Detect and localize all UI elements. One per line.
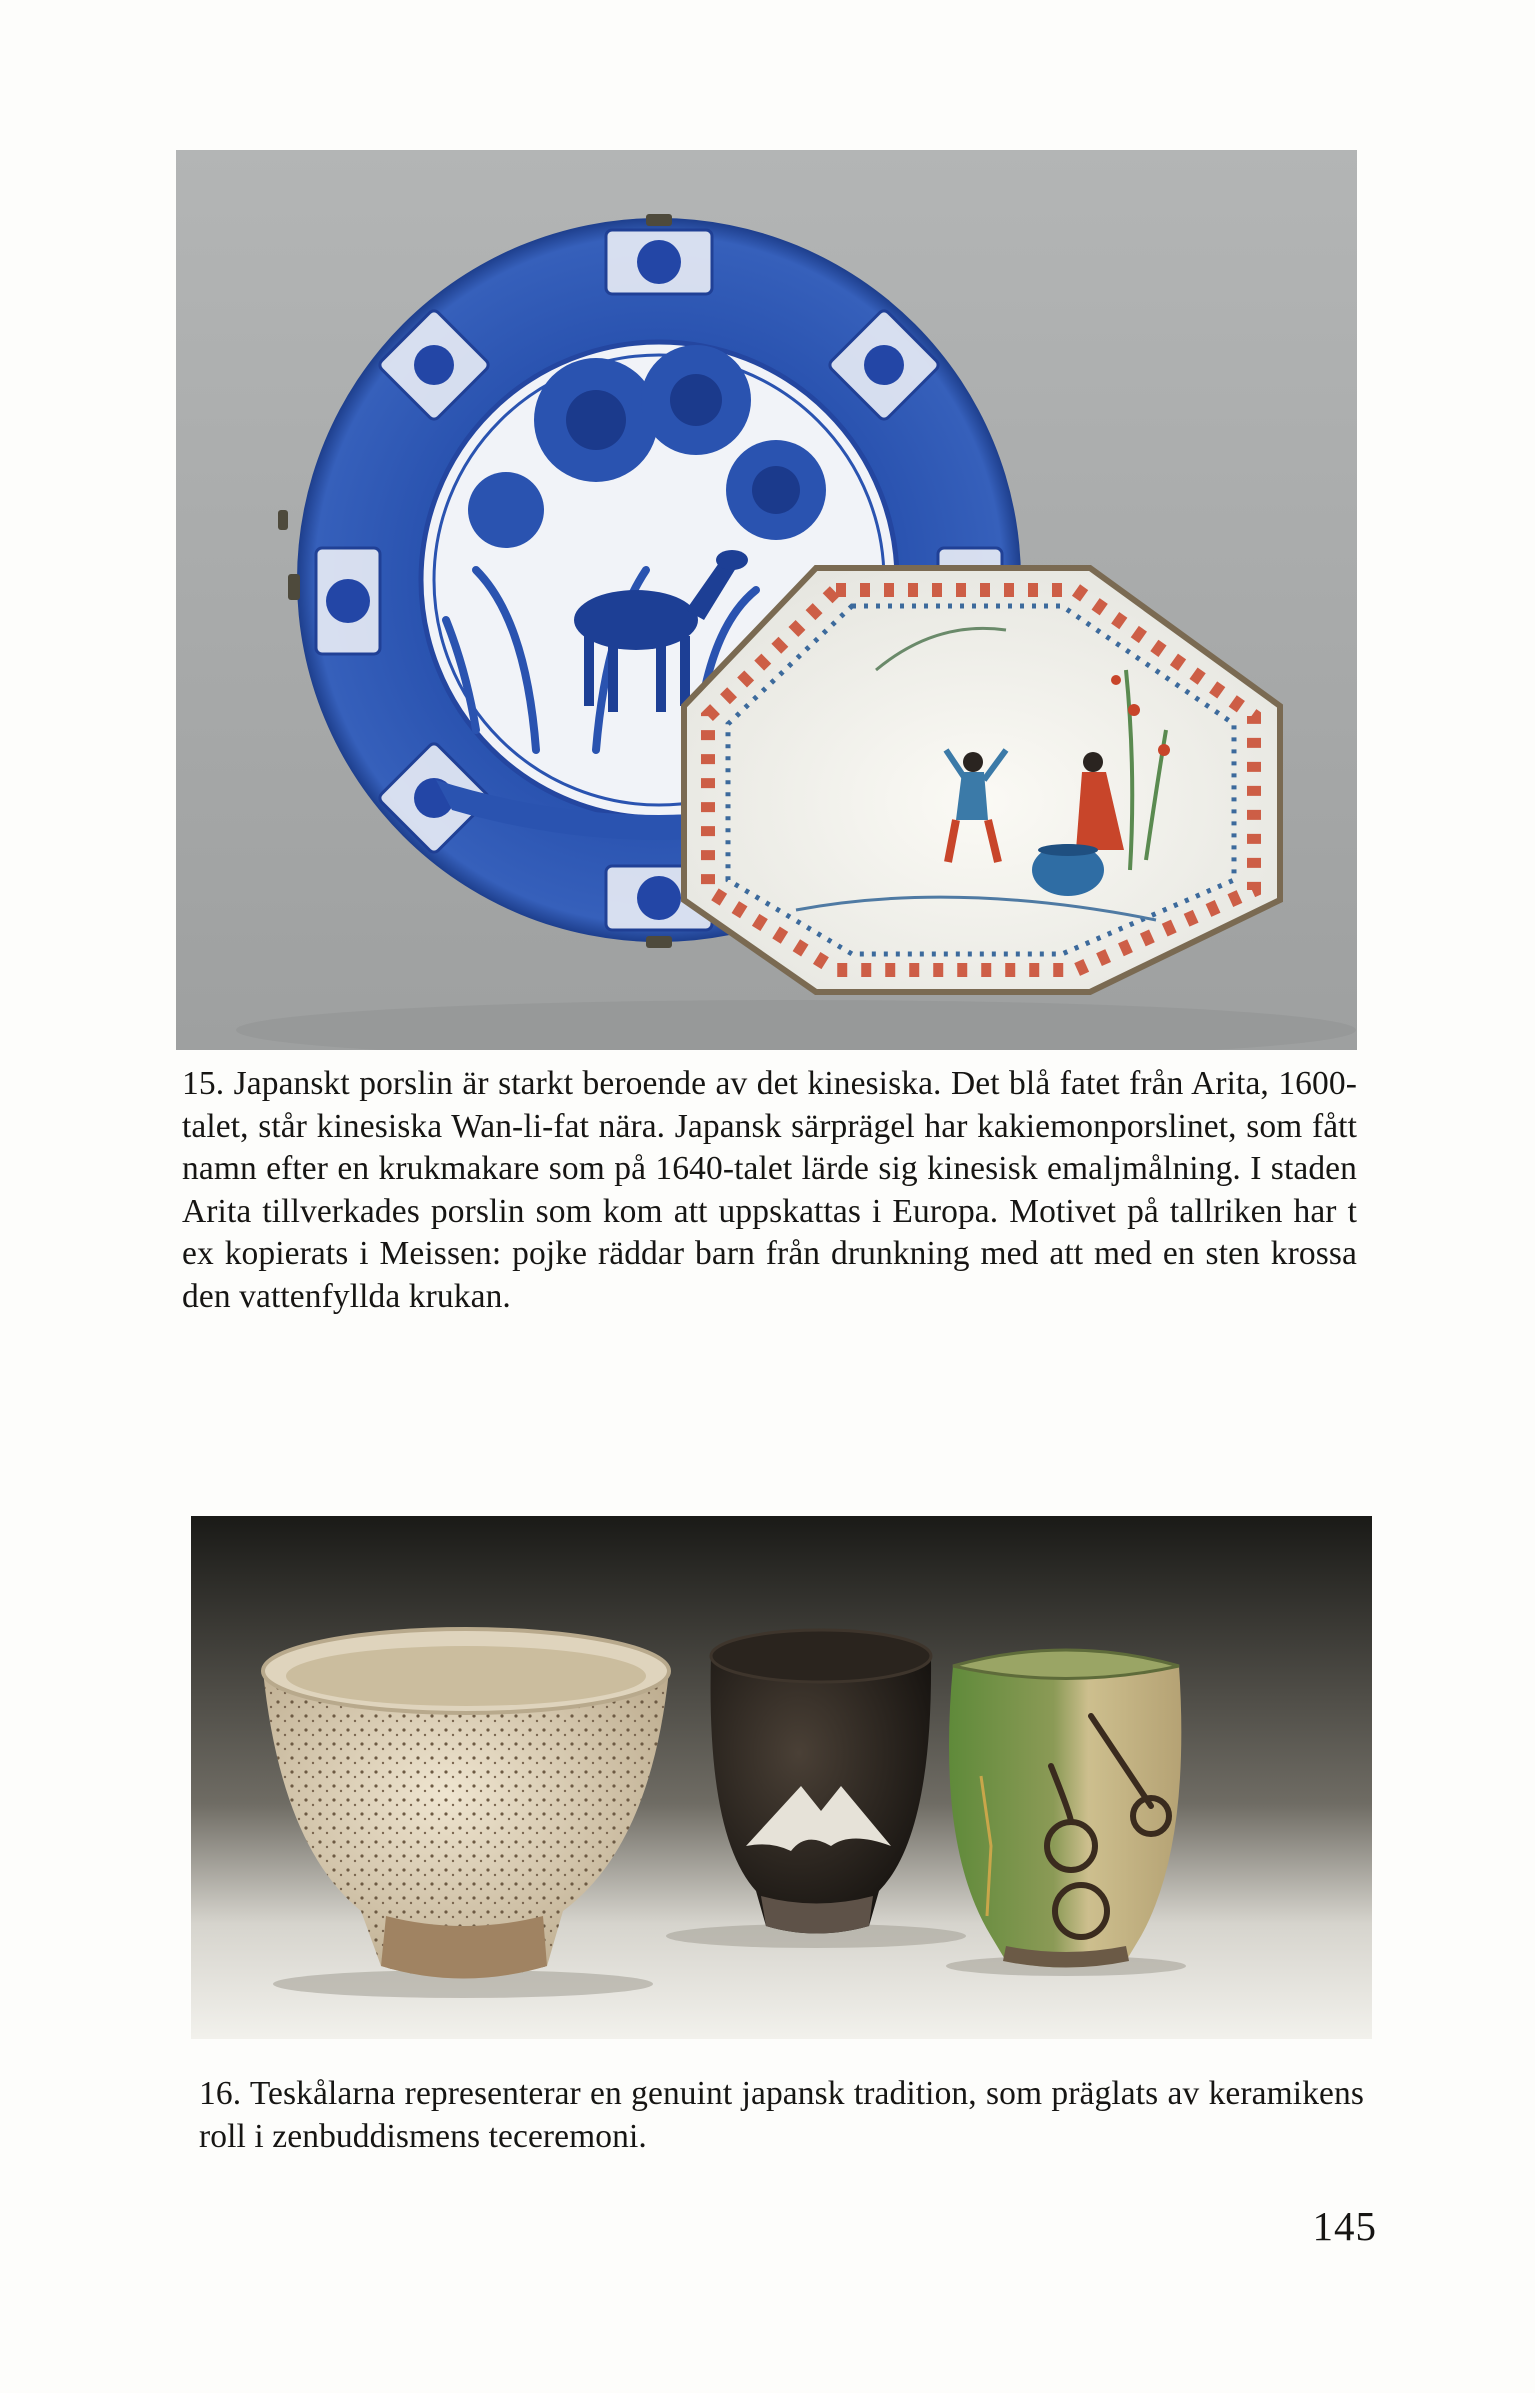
figure-16-caption: 16. Teskålarna representerar en genuint japansk tradition, som präglats av keramikens roll i zenbuddismens teceremoni. xyxy=(199,2075,1364,2155)
figure-16-photo xyxy=(191,1516,1372,2039)
figure-15-caption: 15. Japanskt porslin är starkt beroende av det kinesiska. Det blå fatet från Arita, 1600-talet, står kinesiska Wan-li-fat nära. Japansk särprägel har kakiemonporslinet, som fått namn efter en krukmakare som på 1640-talet lärde sig kinesisk emaljmålning. I staden Arita tillverkades porslin som kom att uppskattas i Europa. Motivet på tallriken har t ex kopierats i Meissen: pojke räddar barn från drunkning med att med en sten krossa den vattenfyllda krukan. xyxy=(182,1065,1357,1315)
page-number: 145 xyxy=(1312,2203,1377,2249)
figure-15-photo xyxy=(176,150,1357,1050)
